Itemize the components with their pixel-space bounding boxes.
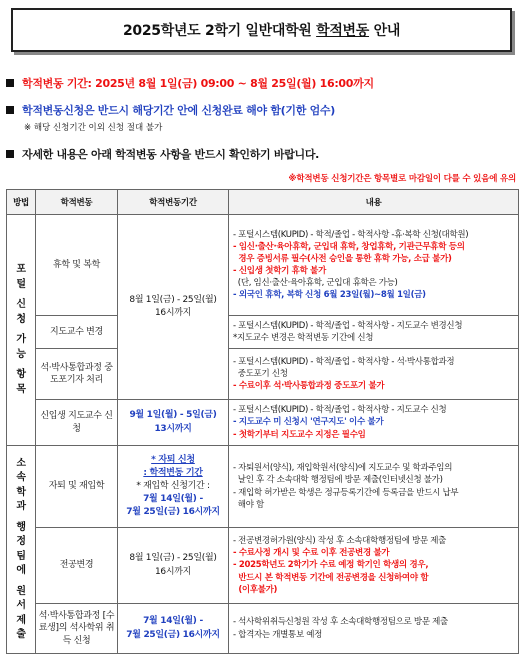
row-content [229,446,519,528]
header-content: 내용 [229,190,519,215]
content-line: - 석사학위취득신청원 작성 후 소속대학행정팀으로 방문 제출 [233,617,448,628]
content-line: - 자퇴원서(양식), 재입학원서(양식)에 지도교수 및 학과주임의 [233,463,453,474]
row-type: 석·박사통합과정 중도포기자 처리 [36,349,118,400]
row-period [118,446,229,528]
content-line: 경우 증빙서류 필수(사전 승인을 통한 휴학 가능, 소급 불가) [233,253,452,264]
content-line: - 포털시스템(KUPID) - 학적/졸업 - 학적사항 -휴·복학 신청(대학원) [233,229,469,240]
category-char: 털 [16,278,26,290]
title-underlined: 학적변동 [316,23,370,39]
content-line: - 신입생 첫학기 휴학 불가 [233,266,326,276]
category-char: 신 [16,299,26,310]
header-type: 학적변동 [36,190,118,215]
content-line: - 포털시스템(KUPID) - 학적/졸업 - 학적사항 - 석·박사통합과정 [233,356,455,367]
table-row [7,446,519,528]
row-content [229,528,519,604]
row-type: 전공변경 [36,528,118,604]
category-char: 팀 [16,550,26,562]
notice-check [6,146,319,162]
category-char: 목 [16,383,26,395]
row-period [118,604,229,654]
category-char: 학 [16,486,26,498]
title-prefix: 2025학년도 2학기 일반대학원 [122,23,317,39]
category-char: 행 [16,521,26,533]
deadline-note: ※학적변동 신청기간은 항목별로 마감일이 다를 수 있음에 유의 [288,174,516,184]
table-row [7,604,519,654]
content-line: - 임신·출산·육아휴학, 군입대 휴학, 창업휴학, 기관근무휴학 등의 [233,241,465,252]
title-suffix: 안내 [369,23,401,39]
schedule-table [6,189,519,654]
period-line: 9월 1일(월) - 5일(금) [129,410,217,421]
category-char: 에 [16,565,26,576]
period-line: 7월 25일(금) 16시까지 [126,629,220,640]
content-line: 날인 후 각 소속대학 행정팀에 방문 제출(인터넷신청 불가) [233,475,443,486]
notice-period [6,75,374,91]
notice-deadline [6,102,335,118]
row-type: 신입생 지도교수 신청 [36,400,118,446]
period-line: 8월 1일(금) - 25일(월) [129,294,217,305]
period-line: 16시까지 [154,308,192,318]
square-bullet-icon [6,79,14,87]
notice-period-text: 학적변동 기간: 2025년 8월 1일(금) 09:00 ~ 8월 25일(월) 16:00까지 [22,77,374,90]
content-line: - 수료이후 석·박사통합과정 중도포기 불가 [233,381,385,392]
category-office [7,446,36,654]
square-bullet-icon [6,150,14,158]
notice-check-text: 자세한 내용은 아래 학적변동 사항을 반드시 확인하기 바랍니다. [22,148,320,161]
category-char: 서 [16,600,26,611]
table-row [7,316,519,349]
square-bullet-icon [6,106,14,114]
content-line: - 지도교수 미 신청시 '연구지도' 이수 불가 [233,417,384,428]
period-line: 7월 14일(월) - [143,616,203,627]
content-line: 해야 함 [233,499,264,510]
content-line: - 포털시스템(KUPID) - 학적/졸업 - 학적사항 - 지도교수 변경신청 [233,320,463,331]
content-line: (단, 임신·출산·육아휴학, 군입대 휴학은 가능) [233,278,398,289]
category-char: 제 [16,614,26,626]
content-line: - 전공변경허가원(양식) 작성 후 소속대학행정팀에 방문 제출 [233,536,447,547]
period-line: : 학적변동 기간 [143,467,203,478]
row-period [118,528,229,604]
content-line: *지도교수 변경은 학적변동 기간에 신청 [233,333,374,343]
category-char: 소 [16,457,26,469]
content-line: 중도포기 신청 [233,368,288,379]
table-header-row [7,190,519,215]
page-title [11,8,512,52]
category-char: 능 [16,348,26,360]
category-char: 속 [16,472,26,483]
category-portal [7,215,36,446]
table-row [7,400,519,446]
category-char: 정 [16,536,26,547]
row-content [229,215,519,316]
notice-deadline-text: 학적변동신청은 반드시 해당기간 안에 신청완료 해야 함(기한 엄수) [22,104,335,117]
header-period: 학적변동기간 [118,190,229,215]
row-content [229,349,519,400]
content-line: - 외국인 휴학, 복학 신청 6월 23일(월)~8월 1일(금) [233,290,426,301]
content-line: - 첫학기부터 지도교수 지정은 필수임 [233,429,366,440]
period-line: 13시까지 [154,423,192,434]
period-line: 7월 14일(월) - [143,494,203,505]
table-row [7,349,519,400]
row-period [118,400,229,446]
notice-deadline-sub: ※ 해당 신청기간 이외 신청 절대 불가 [24,123,163,133]
table-row [7,215,519,316]
row-type: 석·박사통합과정 [수료생]의 석사학위 취득 신청 [36,604,118,654]
category-char: 과 [16,501,26,512]
row-content [229,604,519,654]
row-period [118,215,229,400]
category-char: 원 [16,585,26,597]
period-line: 16시까지 [154,566,192,577]
category-char: 포 [16,264,26,275]
row-content [229,400,519,446]
category-char: 청 [16,313,26,325]
row-type: 자퇴 및 재입학 [36,446,118,528]
period-line: * 자퇴 신청 [151,454,195,465]
content-line: - 2025학년도 2학기가 수료 예정 학기인 학생의 경우, [233,560,429,571]
category-char: 출 [16,629,26,640]
content-line: - 포털시스템(KUPID) - 학적/졸업 - 학적사항 - 지도교수 신청 [233,405,447,416]
period-line: 8월 1일(금) - 25일(월) [129,553,217,564]
row-type: 휴학 및 복학 [36,215,118,316]
category-char: 항 [16,369,26,380]
content-line: - 수료사정 개시 및 수료 이후 전공변경 불가 [233,548,390,559]
header-method: 방법 [7,190,36,215]
content-line: (이후불가) [233,584,278,595]
row-content [229,316,519,349]
table-row [7,528,519,604]
row-type: 지도교수 변경 [36,316,118,349]
period-line: * 재입학 신청기간 : [136,480,210,491]
category-char: 가 [16,334,26,345]
content-line: - 재입학 허가받은 학생은 정규등록기간에 등록금을 반드시 납부 [233,487,459,498]
content-line: - 합격자는 개별통보 예정 [233,629,323,640]
period-line: 7월 25일(금) 16시까지 [126,507,220,518]
content-line: 반드시 본 학적변동 기간에 전공변경을 신청하여야 함 [233,572,429,583]
